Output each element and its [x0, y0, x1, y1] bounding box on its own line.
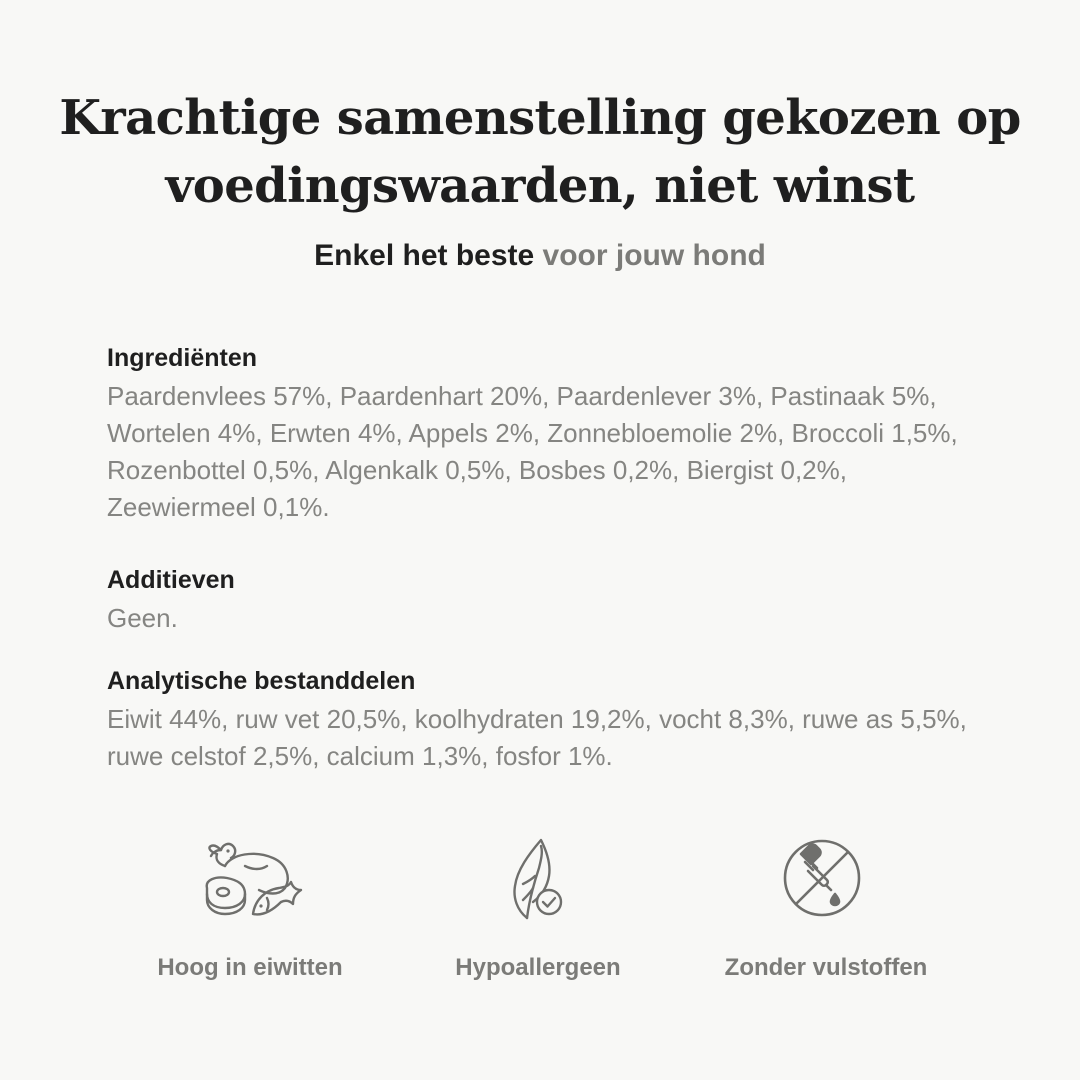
ingredients-title: Ingrediënten [107, 344, 258, 372]
feature-label-hypoallergenic: Hypoallergeen [455, 954, 621, 981]
additives-text: Geen. [107, 603, 178, 633]
no-fillers-icon [771, 830, 881, 926]
ingredients-text: Paardenvlees 57%, Paardenhart 20%, Paardenlever 3%, Pastinaak 5%, Wortelen 4%, Erwten 4%, Appels 2%, Zonnebloemolie 2%, Broccoli 1,5%, Rozenbottel 0,5%, Algenkalk 0,5%, Bosbes 0,2%, Biergist 0,2%, Zeewiermeel 0,1%. [107, 381, 958, 522]
subtitle-muted: voor jouw hond [542, 239, 766, 272]
feature-hypoallergenic [388, 830, 688, 984]
additives-section [107, 562, 987, 637]
analytical-text: Eiwit 44%, ruw vet 20,5%, koolhydraten 19,2%, vocht 8,3%, ruwe as 5,5%, ruwe celstof 2,5%, calcium 1,3%, fosfor 1%. [107, 704, 967, 771]
leaf-check-icon [483, 830, 593, 926]
additives-title: Additieven [107, 566, 235, 594]
subtitle-strong: Enkel het beste [314, 239, 535, 272]
analytical-section [107, 663, 987, 775]
product-details [107, 340, 987, 775]
feature-high-protein [100, 830, 400, 984]
hero [0, 84, 1080, 276]
protein-icon [195, 830, 305, 926]
feature-no-fillers [676, 830, 976, 984]
ingredients-section [107, 340, 987, 526]
page-subtitle [0, 236, 1080, 276]
analytical-title: Analytische bestanddelen [107, 667, 416, 695]
page-title: Krachtige samenstelling gekozen op voedingswaarden, niet winst [59, 90, 1021, 214]
feature-label-high-protein: Hoog in eiwitten [157, 954, 343, 981]
feature-label-no-fillers: Zonder vulstoffen [724, 954, 928, 981]
